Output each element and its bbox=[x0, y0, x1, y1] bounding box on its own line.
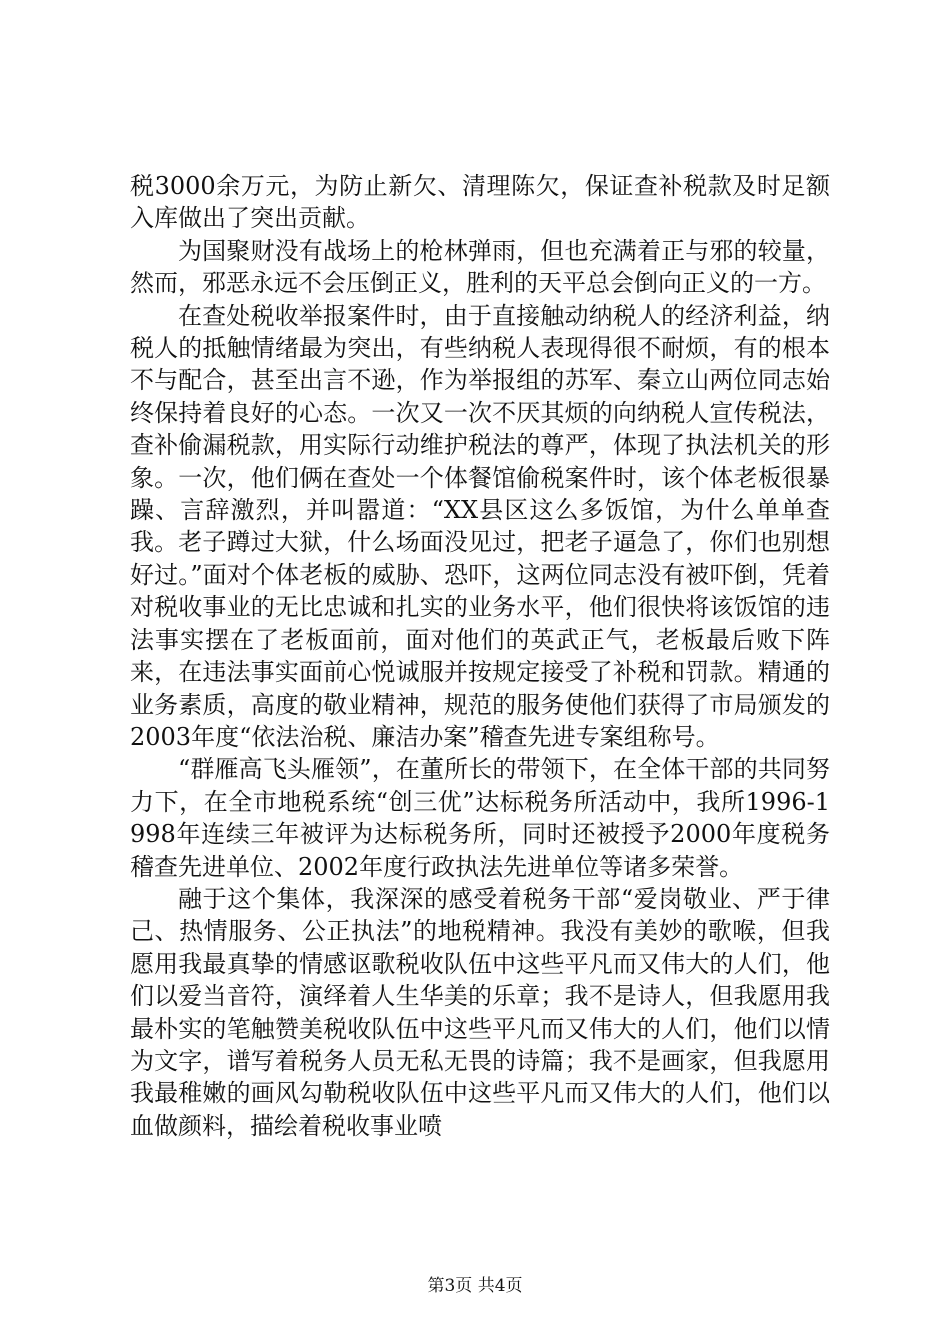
page-number-footer: 第3页 共4页 bbox=[427, 1276, 523, 1296]
paragraph-1: 税3000余万元，为防止新欠、清理陈欠，保证查补税款及时足额入库做出了突出贡献。 bbox=[130, 172, 830, 233]
paragraph-4: “群雁高飞头雁领”，在董所长的带领下，在全体干部的共同努力下，在全市地税系统“创三优”达标税务所活动中，我所1996-1998年连续三年被评为达标税务所，同时还被授予2000年度税务稽查先进单位、2002年度行政执法先进单位等诸多荣誉。 bbox=[130, 755, 830, 881]
paragraph-5: 融于这个集体，我深深的感受着税务干部“爱岗敬业、严于律己、热情服务、公正执法”的地税精神。我没有美妙的歌喉，但我愿用我最真挚的情感讴歌税收队伍中这些平凡而又伟大的人们，他们以爱当音符，演绎着人生华美的乐章；我不是诗人，但我愿用我最朴实的笔触赞美税收队伍中这些平凡而又伟大的人们，他们以情为文字，谱写着税务人员无私无畏的诗篇；我不是画家，但我愿用我最稚嫩的画风勾勒税收队伍中这些平凡而又伟大的人们，他们以血做颜料，描绘着税收事业喷 bbox=[130, 884, 830, 1140]
document-body bbox=[130, 170, 830, 1142]
paragraph-3: 在查处税收举报案件时，由于直接触动纳税人的经济利益，纳税人的抵触情绪最为突出，有些纳税人表现得很不耐烦，有的根本不与配合，甚至出言不逊，作为举报组的苏军、秦立山两位同志始终保持着良好的心态。一次又一次不厌其烦的向纳税人宣传税法，查补偷漏税款，用实际行动维护税法的尊严，体现了执法机关的形象。一次，他们俩在查处一个体餐馆偷税案件时，该个体老板很暴躁、言辞激烈，并叫嚣道：“XX县区这么多饭馆，为什么单单查我。老子蹲过大狱，什么场面没见过，把老子逼急了，你们也别想好过。”面对个体老板的威胁、恐吓，这两位同志没有被吓倒，凭着对税收事业的无比忠诚和扎实的业务水平，他们很快将该饭馆的违法事实摆在了老板面前，面对他们的英武正气，老板最后败下阵来，在违法事实面前心悦诚服并按规定接受了补税和罚款。精通的业务素质，高度的敬业精神，规范的服务使他们获得了市局颁发的2003年度“依法治税、廉洁办案”稽查先进专案组称号。 bbox=[130, 301, 830, 751]
paragraph-2: 为国聚财没有战场上的枪林弹雨，但也充满着正与邪的较量，然而，邪恶永远不会压倒正义，胜利的天平总会倒向正义的一方。 bbox=[130, 236, 830, 298]
